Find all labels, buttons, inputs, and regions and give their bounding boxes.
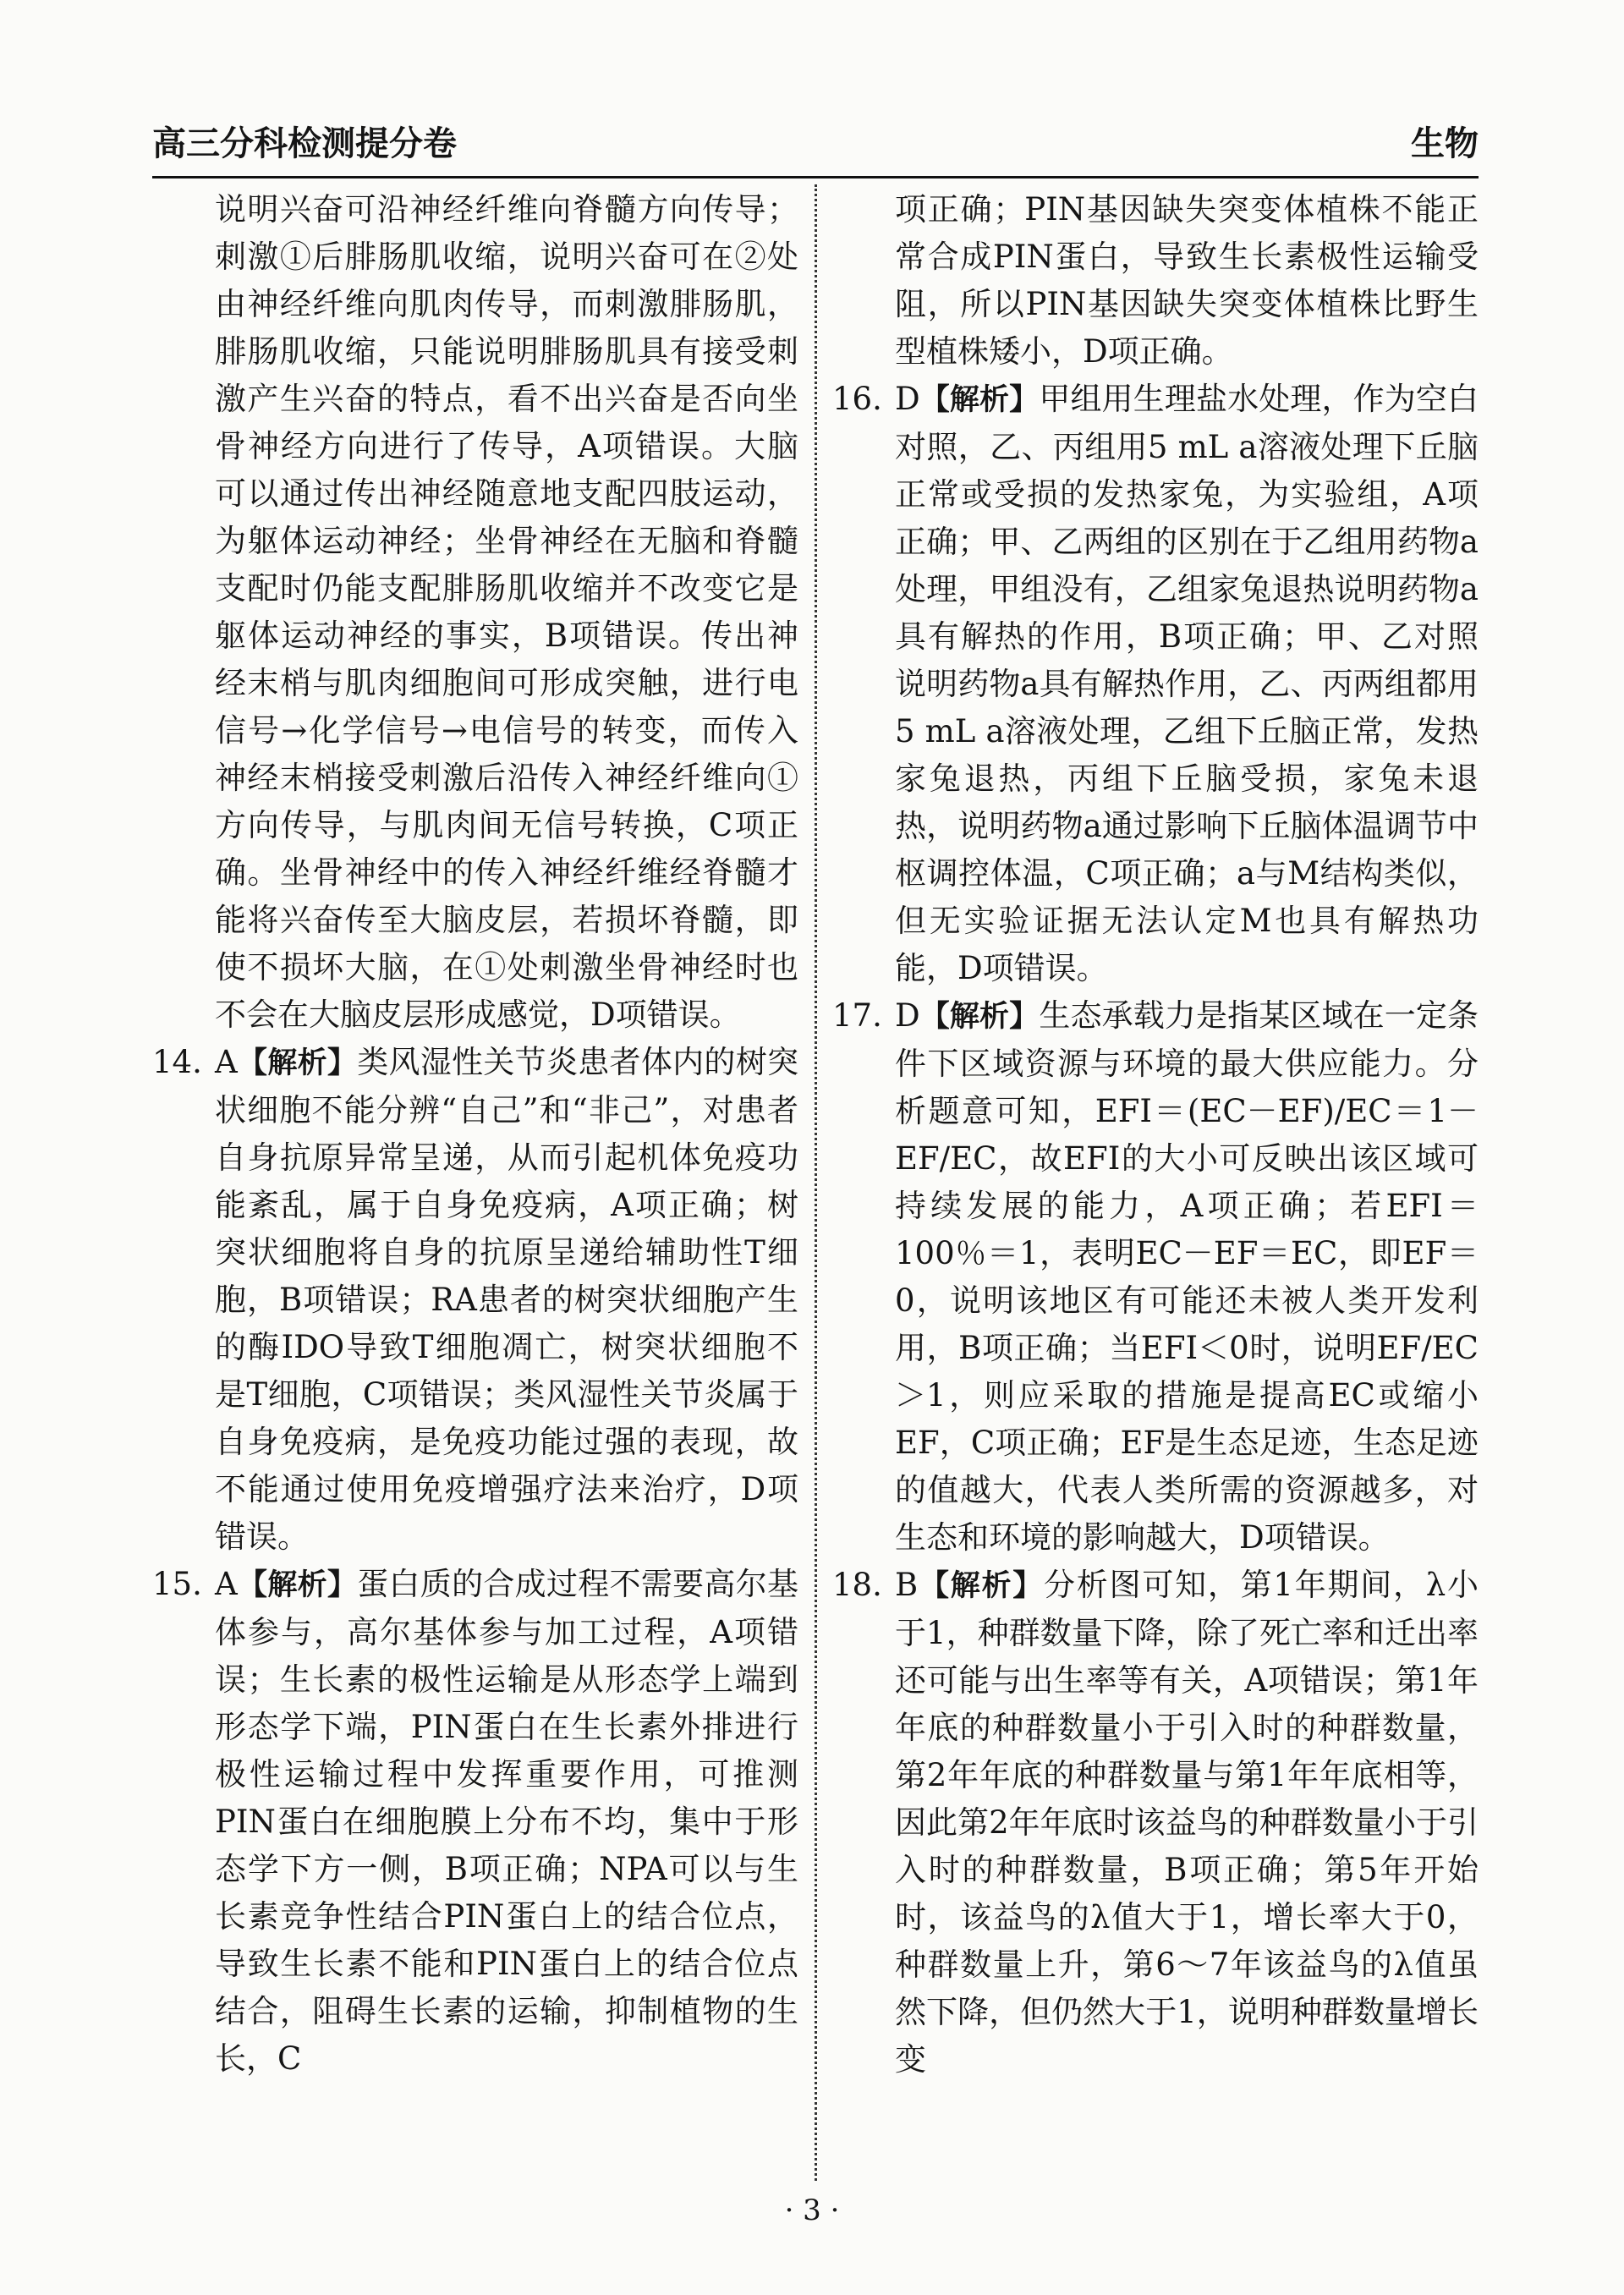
q18-text: 分析图可知，第1年期间，λ小于1，种群数量下降，除了死亡率和迁出率还可能与出生率等有关，A项错误；第1年年底的种群数量小于引入时的种群数量，第2年年底的种群数量与第1年年底相等，因此第2年年底时该益鸟的种群数量小于引入时的种群数量，B项正确；第5年开始时，该益鸟的λ值大于1，增长率大于0，种群数量上升，第6～7年该益鸟的λ值虽然下降，但仍然大于1，说明种群数量增长变 — [895, 1567, 1479, 2078]
q15-tail-text: 项正确；PIN基因缺失突变体植株不能正常合成PIN蛋白，导致生长素极性运输受阻，所以PIN基因缺失突变体植株比野生型植株矮小，D项正确。 — [895, 191, 1479, 370]
q14-answer: A — [215, 1044, 238, 1080]
q16-explanation — [832, 376, 1479, 992]
header-subject: 生物 — [1411, 124, 1479, 163]
q18-analysis-tag: 【解析】 — [918, 1569, 1045, 1603]
right-column — [832, 186, 1479, 2084]
q17-text: 生态承载力是指某区域在一定条件下区域资源与环境的最大供应能力。分析题意可知，EFI＝(EC－EF)/EC＝1－EF/EC，故EFI的大小可反映出该区域可持续发展的能力，A项正确；若EFI＝100％＝1，表明EC－EF＝EC，即EF＝0，说明该地区有可能还未被人类开发利用，B项正确；当EFI＜0时，说明EF/EC＞1，则应采取的措施是提高EC或缩小EF，C项正确；EF是生态足迹，生态足迹的值越大，代表人类所需的资源越多，对生态和环境的影响越大，D项错误。 — [895, 997, 1479, 1556]
page-header — [152, 118, 1479, 169]
q14-number: 14. — [152, 1044, 202, 1080]
header-rule — [152, 176, 1479, 178]
q15-answer: A — [215, 1566, 238, 1602]
q14-explanation — [152, 1039, 798, 1561]
q15-text: 蛋白质的合成过程不需要高尔基体参与，高尔基体参与加工过程，A项错误；生长素的极性运输是从形态学上端到形态学下端，PIN蛋白在生长素外排进行极性运输过程中发挥重要作用，可推测PIN蛋白在细胞膜上分布不均，集中于形态学下方一侧，B项正确；NPA可以与生长素竞争性结合PIN蛋白上的结合位点，导致生长素不能和PIN蛋白上的结合位点结合，阻碍生长素的运输，抑制植物的生长，C — [215, 1566, 798, 2077]
q16-text: 甲组用生理盐水处理，作为空白对照，乙、丙组用5 mL a溶液处理下丘脑正常或受损的发热家兔，为实验组，A项正确；甲、乙两组的区别在于乙组用药物a处理，甲组没有，乙组家兔退热说明药物a具有解热的作用，B项正确；甲、乙对照说明药物a具有解热作用，乙、丙两组都用5 mL a溶液处理，乙组下丘脑正常，发热家兔退热，丙组下丘脑受损，家兔未退热，说明药物a通过影响下丘脑体温调节中枢调控体温，C项正确；a与M结构类似，但无实验证据无法认定M也具有解热功能，D项错误。 — [895, 381, 1479, 986]
q14-text: 类风湿性关节炎患者体内的树突状细胞不能分辨“自己”和“非己”，对患者自身抗原异常呈递，从而引起机体免疫功能紊乱，属于自身免疫病，A项正确；树突状细胞将自身的抗原呈递给辅助性T细胞，B项错误；RA患者的树突状细胞产生的酶IDO导致T细胞凋亡，树突状细胞不是T细胞，C项错误；类风湿性关节炎属于自身免疫病，是免疫功能过强的表现，故不能通过使用免疫增强疗法来治疗，D项错误。 — [215, 1044, 798, 1555]
q16-answer: D — [895, 381, 920, 417]
q18-answer: B — [895, 1567, 919, 1603]
q13-continuation — [152, 186, 798, 1039]
q17-number: 17. — [832, 997, 882, 1034]
q13-text: 说明兴奋可沿神经纤维向脊髓方向传导；刺激①后腓肠肌收缩，说明兴奋可在②处由神经纤维向肌肉传导，而刺激腓肠肌，腓肠肌收缩，只能说明腓肠肌具有接受刺激产生兴奋的特点，看不出兴奋是否向坐骨神经方向进行了传导，A项错误。大脑可以通过传出神经随意地支配四肢运动，为躯体运动神经；坐骨神经在无脑和脊髓支配时仍能支配腓肠肌收缩并不改变它是躯体运动神经的事实，B项错误。传出神经末梢与肌肉细胞间可形成突触，进行电信号→化学信号→电信号的转变，而传入神经末梢接受刺激后沿传入神经纤维向①方向传导，与肌肉间无信号转换，C项正确。坐骨神经中的传入神经纤维经脊髓才能将兴奋传至大脑皮层，若损坏脊髓，即使不损坏大脑，在①处刺激坐骨神经时也不会在大脑皮层形成感觉，D项错误。 — [215, 191, 798, 1033]
q16-number: 16. — [832, 381, 882, 417]
q15-number: 15. — [152, 1566, 202, 1602]
header-title: 高三分科检测提分卷 — [152, 124, 457, 163]
q17-answer: D — [895, 997, 920, 1034]
q14-analysis-tag: 【解析】 — [237, 1046, 358, 1080]
q17-explanation — [832, 992, 1479, 1562]
q18-number: 18. — [832, 1567, 882, 1603]
q18-explanation — [832, 1562, 1479, 2084]
column-divider — [815, 184, 817, 2181]
page-number: · 3 · — [784, 2193, 840, 2227]
q15-explanation — [152, 1561, 798, 2083]
left-column — [152, 186, 798, 2083]
q15-analysis-tag: 【解析】 — [237, 1568, 358, 1602]
q17-analysis-tag: 【解析】 — [919, 1000, 1040, 1034]
q16-analysis-tag: 【解析】 — [919, 383, 1040, 417]
q15-continuation — [832, 186, 1479, 376]
